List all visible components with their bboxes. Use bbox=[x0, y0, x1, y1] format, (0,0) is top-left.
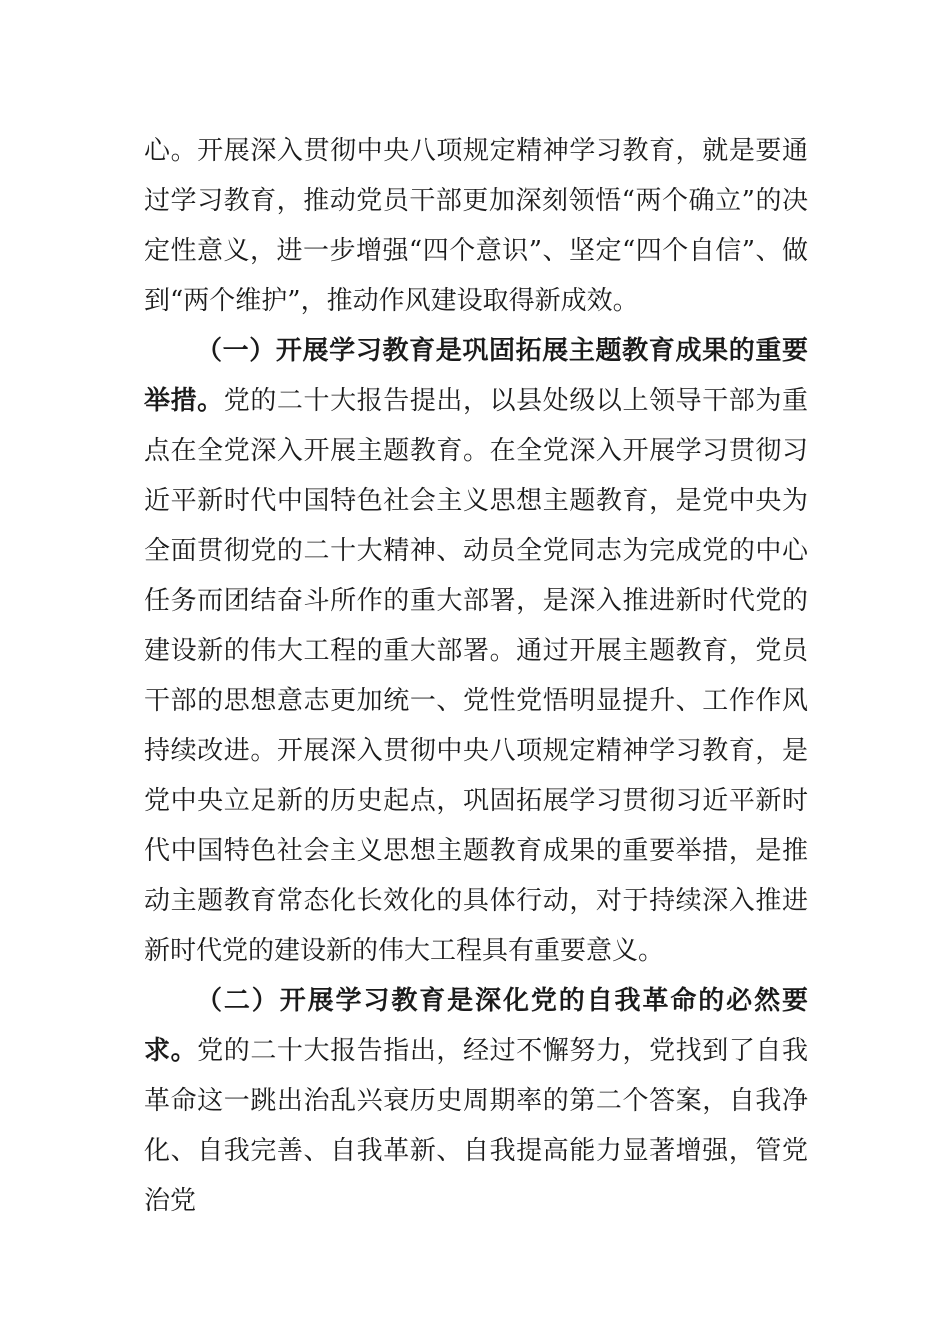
paragraph-section-2 bbox=[144, 976, 808, 1226]
paragraph-body: 党的二十大报告指出，经过不懈努力，党找到了自我革命这一跳出治乱兴衰历史周期率的第二个答案，自我净化、自我完善、自我革新、自我提高能力显著增强，管党治党 bbox=[144, 1036, 808, 1216]
paragraph-continuation bbox=[144, 126, 808, 326]
paragraph-section-1 bbox=[144, 326, 808, 976]
section-heading: （一）开展学习教育是巩固拓展主题教育成果的重要举措。 bbox=[144, 336, 808, 416]
paragraph-body: 心。开展深入贯彻中央八项规定精神学习教育，就是要通过学习教育，推动党员干部更加深刻领悟“两个确立”的决定性意义，进一步增强“四个意识”、坚定“四个自信”、做到“两个维护”，推动作风建设取得新成效。 bbox=[144, 136, 808, 316]
paragraph-body: 党的二十大报告提出，以县处级以上领导干部为重点在全党深入开展主题教育。在全党深入开展学习贯彻习近平新时代中国特色社会主义思想主题教育，是党中央为全面贯彻党的二十大精神、动员全党同志为完成党的中心任务而团结奋斗所作的重大部署，是深入推进新时代党的建设新的伟大工程的重大部署。通过开展主题教育，党员干部的思想意志更加统一、党性党悟明显提升、工作作风持续改进。开展深入贯彻中央八项规定精神学习教育，是党中央立足新的历史起点，巩固拓展学习贯彻习近平新时代中国特色社会主义思想主题教育成果的重要举措，是推动主题教育常态化长效化的具体行动，对于持续深入推进新时代党的建设新的伟大工程具有重要意义。 bbox=[144, 386, 808, 966]
section-heading: （二）开展学习教育是深化党的自我革命的必然要求。 bbox=[144, 986, 808, 1066]
document-body bbox=[144, 126, 808, 1226]
